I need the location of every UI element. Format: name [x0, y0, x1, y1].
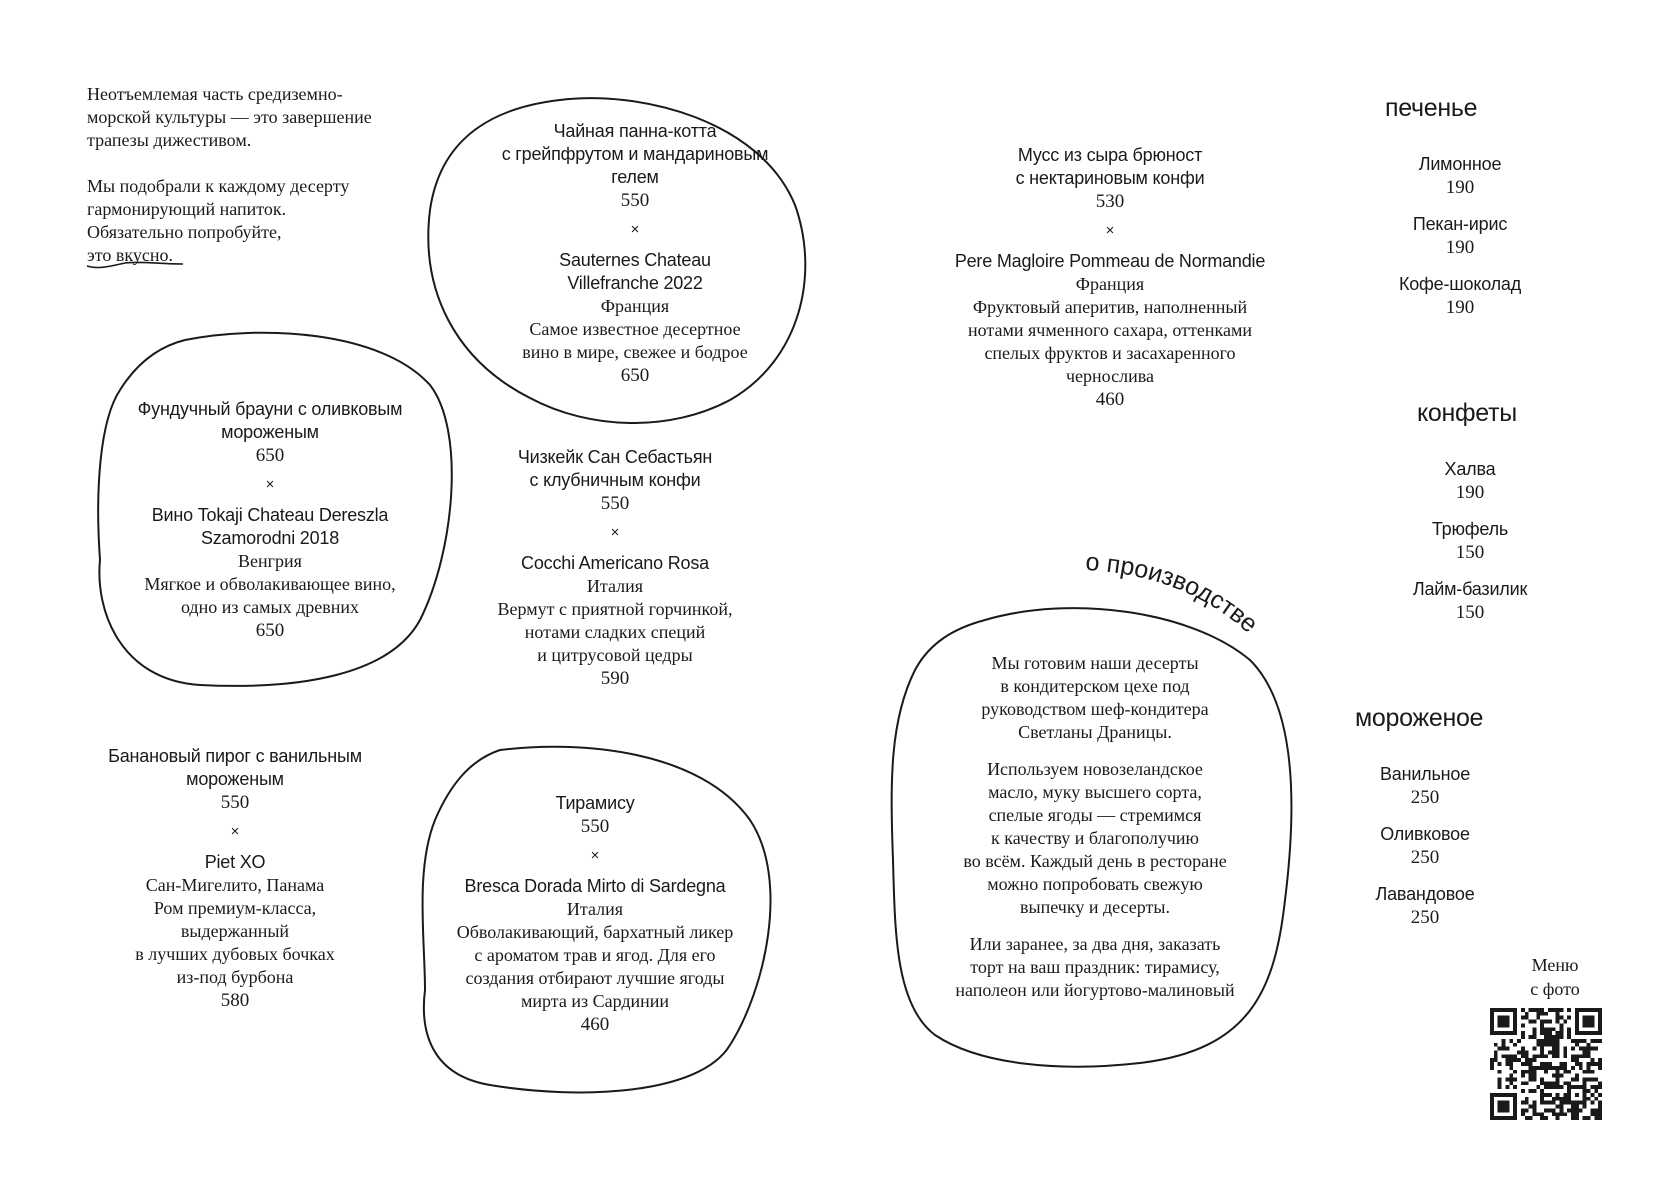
item-name: Лимонное — [1418, 154, 1502, 174]
pairing-separator: × — [590, 847, 600, 864]
production-text — [905, 652, 1285, 1016]
item-name: Ванильное — [1379, 764, 1471, 784]
list-item — [1385, 578, 1555, 624]
category-title-cookies: печенье — [1385, 94, 1478, 122]
item-price: 250 — [1410, 787, 1440, 808]
pairing-cheesecake — [445, 446, 785, 690]
item-name: Лайм-базилик — [1412, 579, 1528, 599]
item-price: 190 — [1445, 177, 1475, 198]
item-price: 190 — [1445, 297, 1475, 318]
dish-name: Чайная панна-котта — [553, 121, 717, 141]
drink-name: Piet XO — [204, 852, 266, 872]
qr-caption-line: с фото — [1530, 979, 1580, 999]
intro-line: Неотъемлемая часть средиземно- — [87, 84, 343, 104]
item-price: 150 — [1455, 542, 1485, 563]
production-line: к качеству и благополучию — [991, 828, 1199, 848]
drink-description: нотами сладких специй — [524, 622, 706, 642]
drink-description: нотами ячменного сахара, оттенками — [968, 320, 1252, 340]
drink-description: одно из самых древних — [180, 597, 360, 617]
drink-description: Самое известное десертное — [529, 319, 741, 339]
production-line: можно попробовать свежую — [987, 874, 1203, 894]
qr-caption — [1500, 953, 1610, 1001]
item-price: 250 — [1410, 847, 1440, 868]
drink-description: Ром премиум-класса, — [153, 898, 317, 918]
item-price: 190 — [1445, 237, 1475, 258]
intro-line: морской культуры — это завершение — [87, 107, 372, 127]
drink-country: Венгрия — [238, 551, 302, 571]
dish-price: 550 — [620, 190, 650, 211]
production-line: Используем новозеландское — [987, 759, 1203, 779]
drink-name: Pere Magloire Pommeau de Normandie — [954, 251, 1266, 271]
production-paragraph — [905, 758, 1285, 919]
dish-name: Тирамису — [555, 793, 635, 813]
dish-name: Фундучный брауни с оливковым — [137, 399, 403, 419]
production-line: выпечку и десерты. — [1020, 897, 1170, 917]
list-item — [1340, 763, 1510, 809]
drink-country: Сан-Мигелито, Панама — [145, 875, 325, 895]
pairing-separator: × — [630, 221, 640, 238]
dish-price: 550 — [220, 792, 250, 813]
dish-name: мороженым — [221, 422, 319, 442]
drink-description: Мягкое и обволакивающее вино, — [144, 574, 396, 594]
list-item — [1385, 518, 1555, 564]
drink-price: 580 — [220, 990, 250, 1011]
item-price: 150 — [1455, 602, 1485, 623]
dish-name: с нектариновым конфи — [1015, 168, 1205, 188]
production-line: наполеон или йогуртово-малиновый — [955, 980, 1235, 1000]
drink-name: Вино Tokaji Chateau Dereszla — [151, 505, 389, 525]
drink-description: с ароматом трав и ягод. Для его — [474, 945, 716, 965]
category-title-candies: конфеты — [1417, 399, 1517, 427]
intro-line-underlined: это вкусно. — [87, 245, 173, 265]
intro-line: Мы подобрали к каждому десерту — [87, 176, 350, 196]
production-line: Мы готовим наши десерты — [991, 653, 1199, 673]
drink-country: Италия — [586, 576, 644, 596]
dish-price: 530 — [1095, 191, 1125, 212]
list-item — [1340, 823, 1510, 869]
drink-description: в лучших дубовых бочках — [135, 944, 335, 964]
drink-name: Villefranche 2022 — [567, 273, 703, 293]
drink-name: Cocchi Americano Rosa — [521, 553, 709, 573]
drink-name: Szamorodni 2018 — [200, 528, 340, 548]
qr-caption-line: Меню — [1531, 955, 1579, 975]
category-cookies-list — [1375, 153, 1545, 333]
item-price: 190 — [1455, 482, 1485, 503]
drink-description: выдержанный — [180, 921, 290, 941]
production-paragraph — [905, 652, 1285, 744]
dish-name: Чизкейк Сан Себастьян — [517, 447, 713, 467]
category-candies-list — [1385, 458, 1555, 638]
drink-price: 460 — [580, 1014, 610, 1035]
drink-name: Sauternes Chateau — [559, 250, 711, 270]
dish-name: Банановый пирог с ванильным — [108, 746, 362, 766]
dish-name: с грейпфрутом и мандариновым — [501, 144, 769, 164]
production-line: во всём. Каждый день в ресторане — [963, 851, 1227, 871]
intro-line: Обязательно попробуйте, — [87, 222, 282, 242]
dish-name: мороженым — [186, 769, 284, 789]
dish-name: Мусс из сыра брюност — [1017, 145, 1203, 165]
pairing-brunost-mousse — [920, 144, 1300, 411]
category-icecream-list — [1340, 763, 1510, 943]
intro-line: гармонирующий напиток. — [87, 199, 287, 219]
dish-name: гелем — [611, 167, 659, 187]
drink-name: Bresca Dorada Mirto di Sardegna — [464, 876, 726, 896]
drink-price: 650 — [620, 365, 650, 386]
pairing-separator: × — [230, 823, 240, 840]
drink-price: 650 — [255, 620, 285, 641]
item-name: Оливковое — [1380, 824, 1470, 844]
pairing-separator: × — [265, 476, 275, 493]
pairing-separator: × — [1105, 222, 1115, 239]
item-name: Трюфель — [1431, 519, 1509, 539]
production-line: масло, муку высшего сорта, — [988, 782, 1202, 802]
list-item — [1375, 273, 1545, 319]
drink-description: вино в мире, свежее и бодрое — [522, 342, 748, 362]
production-line: спелые ягоды — стремимся — [988, 805, 1202, 825]
drink-description: мирта из Сардинии — [520, 991, 670, 1011]
drink-description: создания отбирают лучшие ягоды — [465, 968, 725, 988]
production-line: Светланы Драницы. — [1018, 722, 1172, 742]
item-name: Кофе-шоколад — [1398, 274, 1522, 294]
pairing-tiramisu — [420, 792, 770, 1036]
drink-price: 460 — [1095, 389, 1125, 410]
production-line: торт на ваш праздник: тирамису, — [970, 957, 1220, 977]
item-name: Лавандовое — [1375, 884, 1475, 904]
list-item — [1375, 153, 1545, 199]
drink-price: 590 — [600, 668, 630, 689]
production-paragraph — [905, 933, 1285, 1002]
list-item — [1340, 883, 1510, 929]
drink-country: Франция — [600, 296, 670, 316]
dish-price: 550 — [580, 816, 610, 837]
drink-description: чернослива — [1066, 366, 1154, 386]
drink-description: из-под бурбона — [176, 967, 294, 987]
pairing-brownie — [100, 398, 440, 642]
pairing-banana-pie — [80, 745, 390, 1012]
drink-description: спелых фруктов и засахаренного — [984, 343, 1236, 363]
production-line: в кондитерском цехе под — [1000, 676, 1190, 696]
production-line: Или заранее, за два дня, заказать — [969, 934, 1221, 954]
production-line: руководством шеф-кондитера — [981, 699, 1209, 719]
drink-description: Фруктовый аперитив, наполненный — [972, 297, 1248, 317]
category-title-icecream: мороженое — [1355, 704, 1484, 732]
drink-description: Обволакивающий, бархатный ликер — [456, 922, 734, 942]
drink-description: и цитрусовой цедры — [537, 645, 693, 665]
dish-price: 650 — [255, 445, 285, 466]
dish-price: 550 — [600, 493, 630, 514]
intro-text — [87, 83, 427, 267]
qr-code-icon[interactable] — [1490, 1008, 1602, 1120]
production-heading: о производстве — [1084, 547, 1264, 639]
intro-line: трапезы дижестивом. — [87, 130, 252, 150]
item-name: Пекан-ирис — [1412, 214, 1508, 234]
list-item — [1385, 458, 1555, 504]
drink-country: Италия — [566, 899, 624, 919]
pairing-separator: × — [610, 524, 620, 541]
drink-description: Вермут с приятной горчинкой, — [497, 599, 733, 619]
item-price: 250 — [1410, 907, 1440, 928]
drink-country: Франция — [1075, 274, 1145, 294]
list-item — [1375, 213, 1545, 259]
dish-name: с клубничным конфи — [529, 470, 701, 490]
item-name: Халва — [1444, 459, 1496, 479]
pairing-pannacotta — [455, 120, 815, 387]
